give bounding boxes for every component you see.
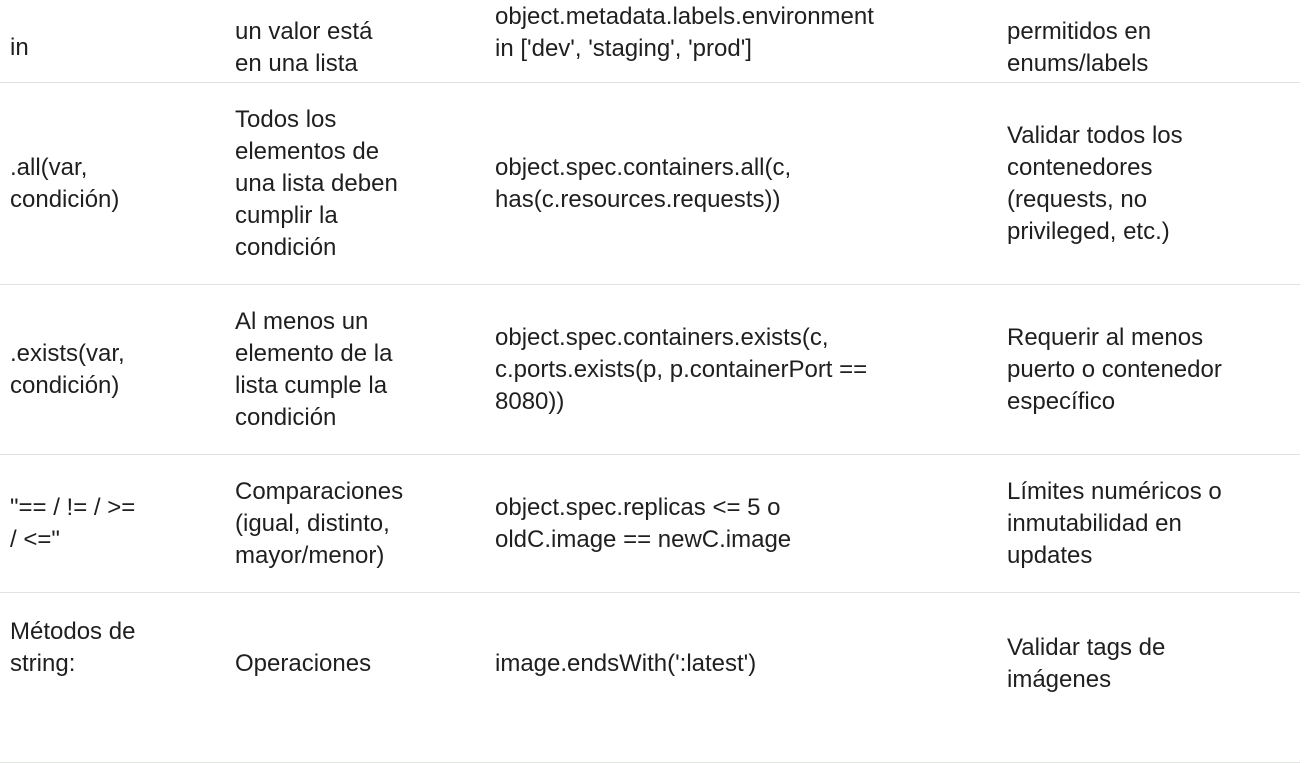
operator-text: .all(var, condición) <box>10 153 120 213</box>
operator-text: Métodos de string: <box>10 617 136 677</box>
table-row <box>0 455 1300 593</box>
example-text: object.spec.containers.all(c, has(c.resources.requests)) <box>495 153 792 213</box>
description-cell <box>235 0 465 82</box>
example-cell <box>495 0 985 82</box>
operator-text: in <box>10 34 29 61</box>
operator-cell <box>10 0 210 82</box>
description-text: Comparaciones (igual, distinto, mayor/menor) <box>235 477 404 569</box>
example-text: object.metadata.labels.environment in ['dev', 'staging', 'prod'] <box>495 3 874 62</box>
operator-cell <box>10 455 210 592</box>
example-cell <box>495 455 985 592</box>
operator-text: "== / != / >= / <=" <box>10 493 136 553</box>
description-cell <box>235 455 465 592</box>
example-text: object.spec.containers.exists(c, c.ports.exists(p, p.containerPort == 8080)) <box>495 323 868 415</box>
operator-text: .exists(var, condición) <box>10 339 125 399</box>
example-cell <box>495 285 985 454</box>
use-case-cell <box>1007 455 1307 592</box>
use-case-cell <box>1007 593 1307 762</box>
use-case-text: Límites numéricos o inmutabilidad en updates <box>1007 477 1222 569</box>
description-cell <box>235 593 465 762</box>
table-row <box>0 285 1300 455</box>
use-case-text: Validar todos los contenedores (requests, no privileged, etc.) <box>1007 121 1183 245</box>
description-cell <box>235 83 465 284</box>
use-case-cell <box>1007 83 1307 284</box>
description-text: Operaciones <box>235 649 372 677</box>
table-row <box>0 83 1300 285</box>
table-row <box>0 0 1300 83</box>
description-cell <box>235 285 465 454</box>
description-text: Al menos un elemento de la lista cumple la condición <box>235 307 393 431</box>
operator-cell <box>10 285 210 454</box>
example-text: object.spec.replicas <= 5 o oldC.image == newC.image <box>495 493 792 553</box>
description-text: Todos los elementos de una lista deben cumplir la condición <box>235 105 398 261</box>
example-text: image.endsWith(':latest') <box>495 649 757 677</box>
use-case-cell <box>1007 285 1307 454</box>
table-row <box>0 593 1300 763</box>
operator-cell <box>10 83 210 284</box>
example-cell <box>495 593 985 762</box>
operator-cell <box>10 593 210 762</box>
description-text: un valor está en una lista <box>235 18 373 77</box>
use-case-text: Requerir al menos puerto o contenedor específico <box>1007 323 1222 415</box>
use-case-text: permitidos en enums/labels <box>1007 18 1152 77</box>
use-case-cell <box>1007 0 1307 82</box>
use-case-text: Validar tags de imágenes <box>1007 633 1166 693</box>
example-cell <box>495 83 985 284</box>
